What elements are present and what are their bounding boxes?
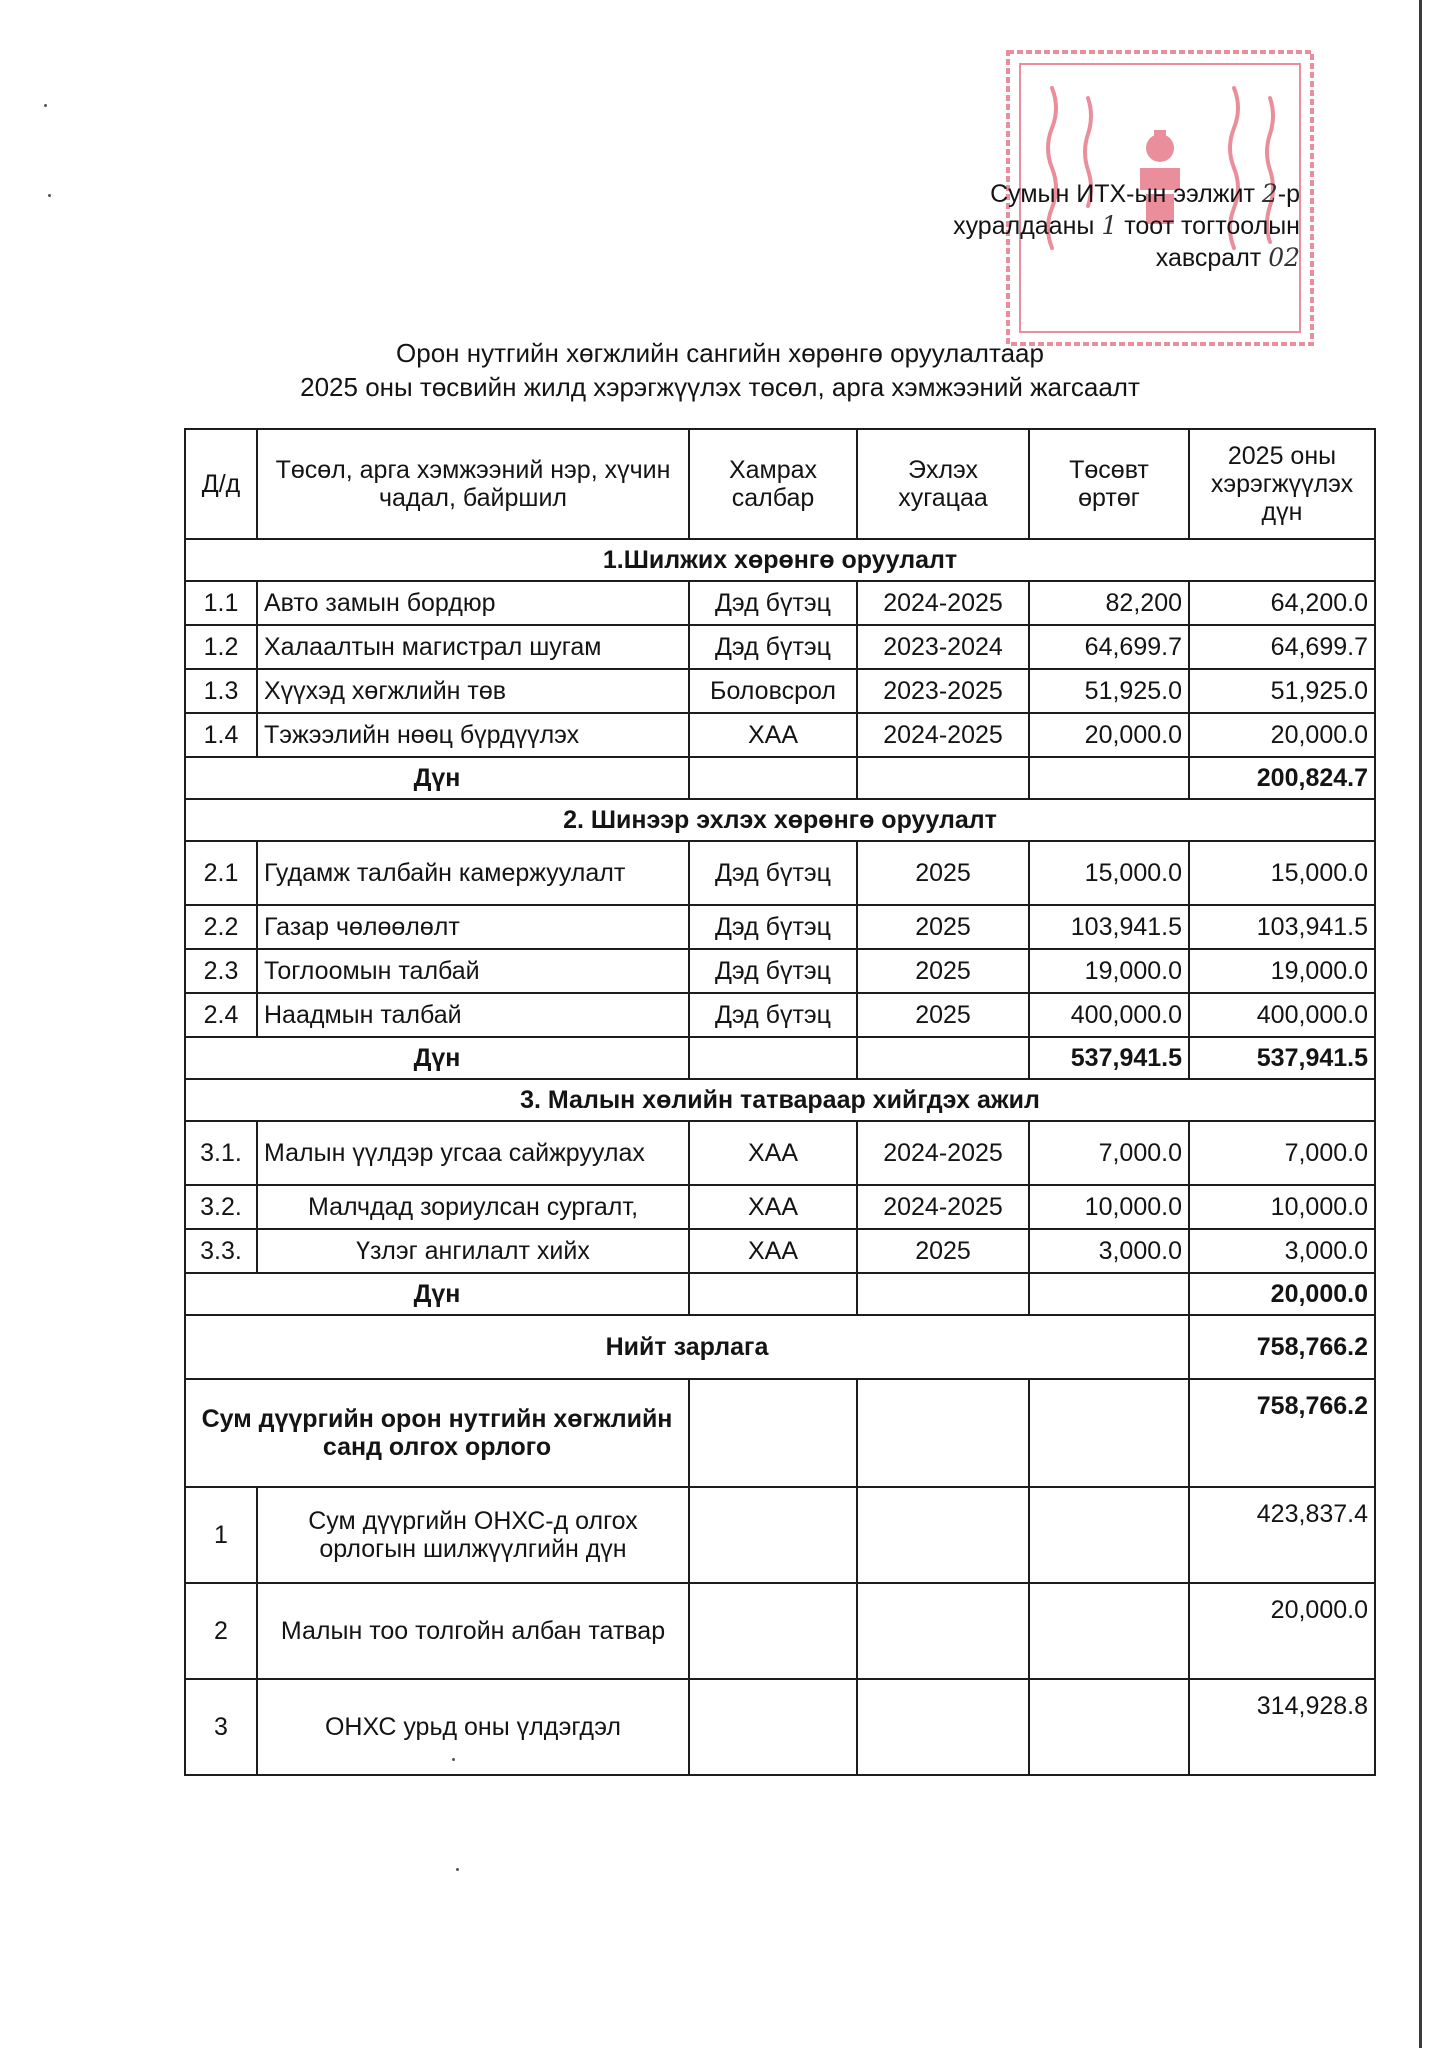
row-sector: ХАА [689, 1185, 857, 1229]
total-expense-label: Нийт зарлага [185, 1315, 1189, 1379]
row-no: 1.2 [185, 625, 257, 669]
total-expense-value: 758,766.2 [1189, 1315, 1375, 1379]
row-cost: 103,941.5 [1029, 905, 1189, 949]
row-name: Малын үүлдэр угсаа сайжруулах [257, 1121, 689, 1185]
row-cost: 7,000.0 [1029, 1121, 1189, 1185]
subtotal-empty-cell [857, 1037, 1029, 1079]
income-empty-cell [1029, 1487, 1189, 1583]
row-cost: 3,000.0 [1029, 1229, 1189, 1273]
table-row [185, 1229, 1375, 1273]
attachment-note-line3: хавсралт [1155, 244, 1262, 272]
total-expense-row [185, 1315, 1375, 1379]
table-row [185, 905, 1375, 949]
income-empty-cell [1029, 1583, 1189, 1679]
header-plan: 2025 оны хэрэгжүүлэх дүн [1189, 429, 1375, 539]
subtotal-empty-cell [689, 757, 857, 799]
page-edge [1419, 0, 1422, 2048]
income-row [185, 1679, 1375, 1775]
subtotal-plan: 200,824.7 [1189, 757, 1375, 799]
income-row [185, 1583, 1375, 1679]
row-no: 3.3. [185, 1229, 257, 1273]
row-plan: 3,000.0 [1189, 1229, 1375, 1273]
section3-title: 3. Малын хөлийн татвараар хийгдэх ажил [185, 1079, 1375, 1121]
row-plan: 20,000.0 [1189, 713, 1375, 757]
table-row [185, 1121, 1375, 1185]
row-name: Авто замын бордюр [257, 581, 689, 625]
row-plan: 7,000.0 [1189, 1121, 1375, 1185]
header-cost: Төсөвт өртөг [1029, 429, 1189, 539]
header-period: Эхлэх хугацаа [857, 429, 1029, 539]
income-empty-cell [857, 1487, 1029, 1583]
row-sector: Дэд бүтэц [689, 949, 857, 993]
row-name: Тэжээлийн нөөц бүрдүүлэх [257, 713, 689, 757]
attachment-note-line1: Сумын ИТХ-ын ээлжит [990, 180, 1255, 208]
attachment-note [900, 178, 1300, 274]
investment-projects-table [184, 428, 1376, 1776]
row-sector: Дэд бүтэц [689, 625, 857, 669]
subtotal-empty-cell [857, 757, 1029, 799]
section-header-row [185, 1079, 1375, 1121]
row-sector: ХАА [689, 713, 857, 757]
header-no: Д/д [185, 429, 257, 539]
row-cost: 51,925.0 [1029, 669, 1189, 713]
document-title-line2: 2025 оны төсвийн жилд хэрэгжүүлэх төсөл, арга хэмжээний жагсаалт [300, 372, 1140, 402]
row-period: 2025 [857, 1229, 1029, 1273]
row-plan: 51,925.0 [1189, 669, 1375, 713]
attachment-note-line2: хуралдааны [953, 212, 1095, 240]
subtotal-cost: 537,941.5 [1029, 1037, 1189, 1079]
row-sector: ХАА [689, 1229, 857, 1273]
attachment-note-suffix: -р [1277, 180, 1300, 208]
row-plan: 15,000.0 [1189, 841, 1375, 905]
income-row-name: Сум дүүргийн ОНХС-д олгох орлогын шилжүүлгийн дүн [257, 1487, 689, 1583]
row-period: 2024-2025 [857, 1121, 1029, 1185]
subtotal-label: Дүн [185, 1273, 689, 1315]
row-no: 2.4 [185, 993, 257, 1037]
income-label: Сум дүүргийн орон нутгийн хөгжлийн санд олгох орлого [185, 1379, 689, 1487]
row-no: 1.1 [185, 581, 257, 625]
income-empty-cell [857, 1679, 1029, 1775]
row-period: 2023-2025 [857, 669, 1029, 713]
table-row [185, 993, 1375, 1037]
row-cost: 15,000.0 [1029, 841, 1189, 905]
row-plan: 64,699.7 [1189, 625, 1375, 669]
row-name: Малчдад зориулсан сургалт, [257, 1185, 689, 1229]
subtotal-row [185, 1273, 1375, 1315]
row-name: Халаалтын магистрал шугам [257, 625, 689, 669]
row-period: 2025 [857, 993, 1029, 1037]
row-sector: ХАА [689, 1121, 857, 1185]
income-row-no: 2 [185, 1583, 257, 1679]
row-sector: Дэд бүтэц [689, 993, 857, 1037]
row-period: 2024-2025 [857, 581, 1029, 625]
subtotal-empty-cell [689, 1273, 857, 1315]
row-sector: Дэд бүтэц [689, 905, 857, 949]
income-empty-cell [689, 1487, 857, 1583]
income-header-row [185, 1379, 1375, 1487]
income-row-value: 314,928.8 [1189, 1679, 1375, 1775]
income-value: 758,766.2 [1189, 1379, 1375, 1487]
row-period: 2025 [857, 841, 1029, 905]
row-name: Наадмын талбай [257, 993, 689, 1037]
scan-speck [44, 104, 47, 107]
subtotal-label: Дүн [185, 757, 689, 799]
section2-title: 2. Шинээр эхлэх хөрөнгө оруулалт [185, 799, 1375, 841]
subtotal-empty-cell [689, 1037, 857, 1079]
row-period: 2025 [857, 949, 1029, 993]
income-empty-cell [689, 1679, 857, 1775]
row-sector: Боловсрол [689, 669, 857, 713]
row-no: 3.1. [185, 1121, 257, 1185]
row-name: Үзлэг ангилалт хийх [257, 1229, 689, 1273]
row-plan: 19,000.0 [1189, 949, 1375, 993]
section1-title: 1.Шилжих хөрөнгө оруулалт [185, 539, 1375, 581]
subtotal-plan: 537,941.5 [1189, 1037, 1375, 1079]
row-sector: Дэд бүтэц [689, 581, 857, 625]
row-plan: 103,941.5 [1189, 905, 1375, 949]
row-name: Тоглоомын талбай [257, 949, 689, 993]
income-row-no: 1 [185, 1487, 257, 1583]
handwritten-resolution-number: 1 [1101, 211, 1118, 240]
income-empty-cell [689, 1583, 857, 1679]
income-row-no: 3 [185, 1679, 257, 1775]
subtotal-cost [1029, 1273, 1189, 1315]
income-row-value: 423,837.4 [1189, 1487, 1375, 1583]
table-row [185, 625, 1375, 669]
scan-speck [48, 194, 51, 197]
row-no: 2.2 [185, 905, 257, 949]
header-sector: Хамрах салбар [689, 429, 857, 539]
row-cost: 10,000.0 [1029, 1185, 1189, 1229]
row-period: 2024-2025 [857, 713, 1029, 757]
row-cost: 20,000.0 [1029, 713, 1189, 757]
row-cost: 400,000.0 [1029, 993, 1189, 1037]
income-empty-cell [857, 1379, 1029, 1487]
income-empty-cell [1029, 1679, 1189, 1775]
row-period: 2024-2025 [857, 1185, 1029, 1229]
row-no: 2.1 [185, 841, 257, 905]
scan-speck [456, 1868, 459, 1871]
income-row-name: Малын тоо толгойн албан татвар [257, 1583, 689, 1679]
row-plan: 10,000.0 [1189, 1185, 1375, 1229]
row-no: 3.2. [185, 1185, 257, 1229]
income-empty-cell [857, 1583, 1029, 1679]
income-empty-cell [1029, 1379, 1189, 1487]
row-sector: Дэд бүтэц [689, 841, 857, 905]
row-cost: 19,000.0 [1029, 949, 1189, 993]
table-row [185, 669, 1375, 713]
table-row [185, 713, 1375, 757]
row-plan: 400,000.0 [1189, 993, 1375, 1037]
row-no: 1.4 [185, 713, 257, 757]
table-row [185, 1185, 1375, 1229]
subtotal-empty-cell [857, 1273, 1029, 1315]
income-row-value: 20,000.0 [1189, 1583, 1375, 1679]
header-name: Төсөл, арга хэмжээний нэр, хүчин чадал, байршил [257, 429, 689, 539]
table-row [185, 581, 1375, 625]
income-row-name: ОНХС урьд оны үлдэгдэл [257, 1679, 689, 1775]
subtotal-plan: 20,000.0 [1189, 1273, 1375, 1315]
subtotal-label: Дүн [185, 1037, 689, 1079]
document-title [220, 336, 1220, 404]
row-no: 1.3 [185, 669, 257, 713]
attachment-note-line2-suffix: тоот тогтоолын [1124, 212, 1300, 240]
row-period: 2025 [857, 905, 1029, 949]
row-plan: 64,200.0 [1189, 581, 1375, 625]
section-header-row [185, 799, 1375, 841]
row-name: Хүүхэд хөгжлийн төв [257, 669, 689, 713]
row-period: 2023-2024 [857, 625, 1029, 669]
subtotal-row [185, 757, 1375, 799]
row-no: 2.3 [185, 949, 257, 993]
row-cost: 64,699.7 [1029, 625, 1189, 669]
row-cost: 82,200 [1029, 581, 1189, 625]
income-row [185, 1487, 1375, 1583]
row-name: Гудамж талбайн камержуулалт [257, 841, 689, 905]
row-name: Газар чөлөөлөлт [257, 905, 689, 949]
table-row [185, 949, 1375, 993]
document-title-line1: Орон нутгийн хөгжлийн сангийн хөрөнгө оруулалтаар [396, 338, 1044, 368]
table-header-row [185, 429, 1375, 539]
handwritten-attachment-number: 02 [1268, 243, 1300, 272]
table-row [185, 841, 1375, 905]
handwritten-session-number: 2 [1261, 179, 1278, 208]
income-empty-cell [689, 1379, 857, 1487]
subtotal-row [185, 1037, 1375, 1079]
section-header-row [185, 539, 1375, 581]
subtotal-cost [1029, 757, 1189, 799]
